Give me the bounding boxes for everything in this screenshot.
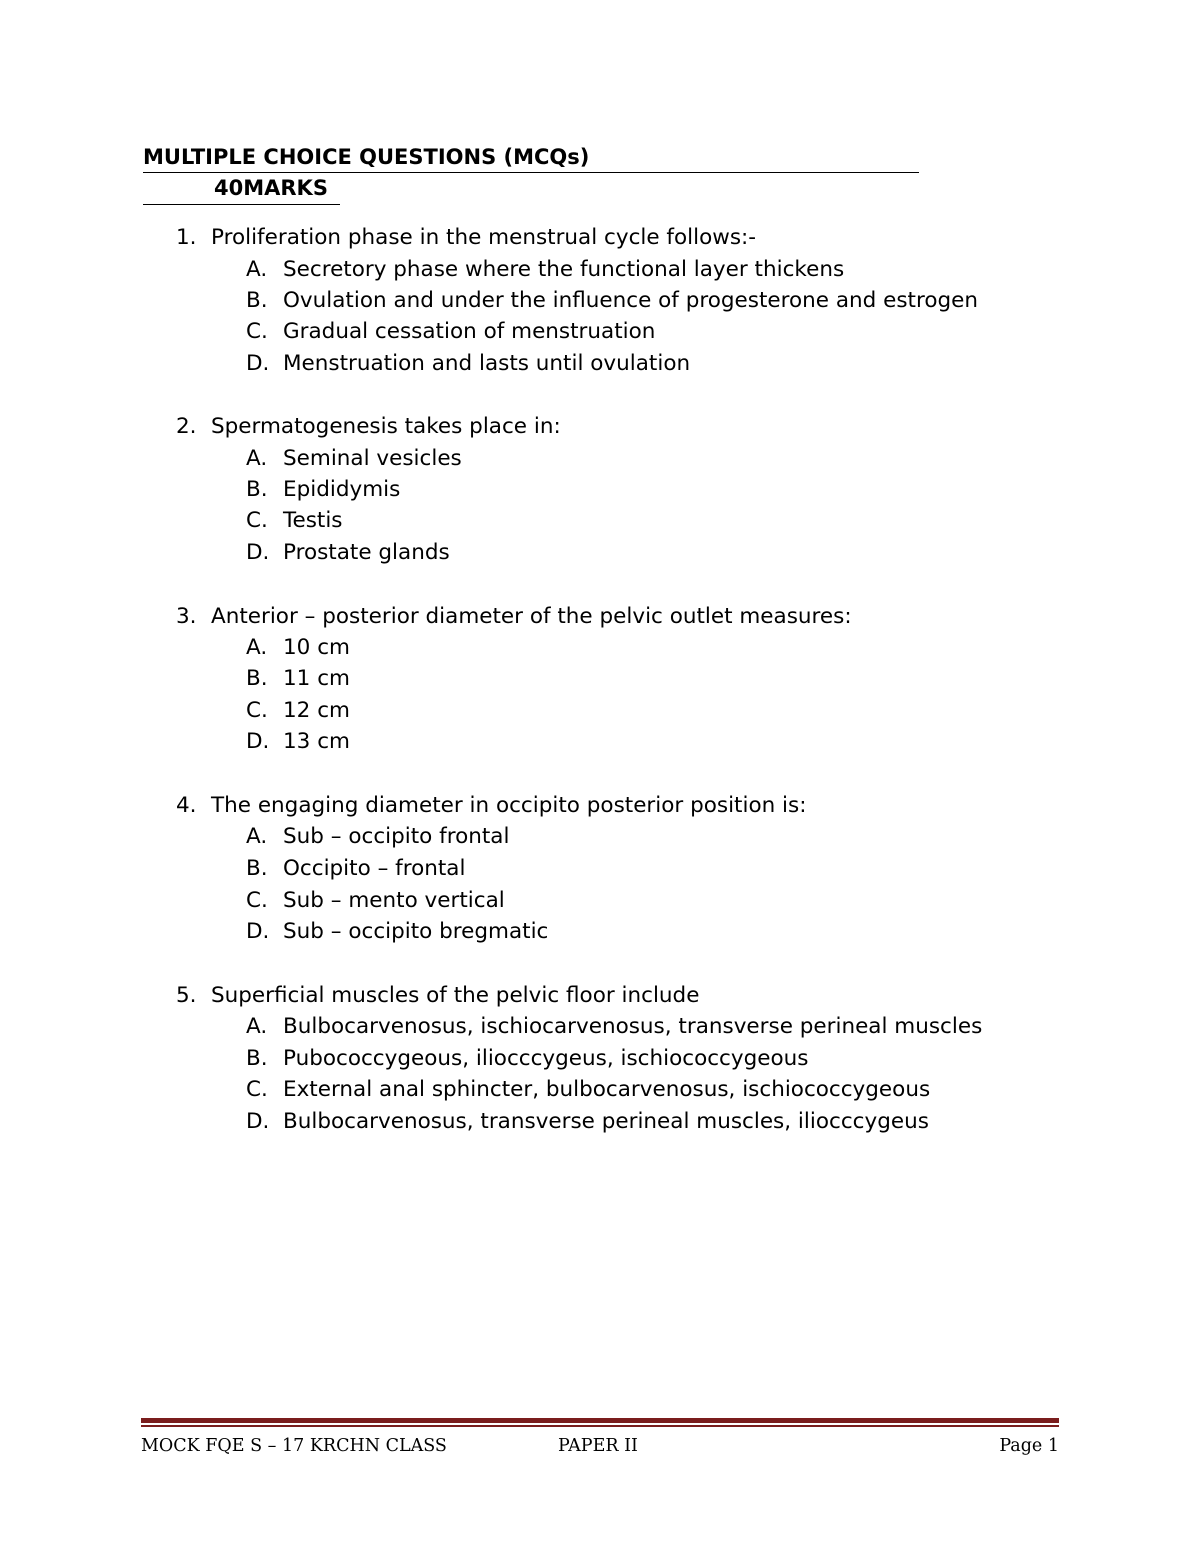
question-number: 2. bbox=[176, 414, 197, 439]
option-letter: B. bbox=[246, 477, 268, 502]
option-text: Bulbocarvenosus, ischiocarvenosus, transverse perineal muscles bbox=[283, 1014, 983, 1039]
option-letter: A. bbox=[246, 824, 268, 849]
footer-paper: PAPER II bbox=[558, 1436, 638, 1456]
option-text: 13 cm bbox=[283, 729, 350, 754]
option-letter: A. bbox=[246, 446, 268, 471]
option-letter: D. bbox=[246, 1109, 270, 1134]
section-title: MULTIPLE CHOICE QUESTIONS (MCQs) bbox=[143, 142, 919, 173]
option-letter: B. bbox=[246, 1046, 268, 1071]
option-letter: B. bbox=[246, 288, 268, 313]
option-text: Gradual cessation of menstruation bbox=[283, 319, 656, 344]
option-letter: C. bbox=[246, 319, 268, 344]
option-letter: D. bbox=[246, 351, 270, 376]
option-text: Bulbocarvenosus, transverse perineal muscles, iliocccygeus bbox=[283, 1109, 929, 1134]
question-text: Superficial muscles of the pelvic floor include bbox=[211, 983, 700, 1008]
question-text: Proliferation phase in the menstrual cycle follows:- bbox=[211, 225, 757, 250]
option-text: Occipito – frontal bbox=[283, 856, 466, 881]
option-letter: C. bbox=[246, 698, 268, 723]
option-letter: A. bbox=[246, 257, 268, 282]
footer-page-number: Page 1 bbox=[999, 1436, 1059, 1456]
marks-label: 40MARKS bbox=[214, 176, 328, 200]
section-heading bbox=[143, 142, 919, 205]
footer-rule-thin bbox=[141, 1425, 1059, 1427]
option-text: Secretory phase where the functional layer thickens bbox=[283, 257, 845, 282]
question-number: 3. bbox=[176, 604, 197, 629]
option-text: Seminal vesicles bbox=[283, 446, 462, 471]
option-text: Prostate glands bbox=[283, 540, 450, 565]
option-text: External anal sphincter, bulbocarvenosus, ischiococcygeous bbox=[283, 1077, 931, 1102]
marks-line bbox=[143, 173, 340, 205]
option-letter: D. bbox=[246, 729, 270, 754]
option-letter: A. bbox=[246, 635, 268, 660]
option-text: Menstruation and lasts until ovulation bbox=[283, 351, 691, 376]
question-text: The engaging diameter in occipito posterior position is: bbox=[211, 793, 807, 818]
footer-exam-name: MOCK FQE S – 17 KRCHN CLASS bbox=[141, 1436, 447, 1456]
question-text: Spermatogenesis takes place in: bbox=[211, 414, 561, 439]
option-text: Sub – mento vertical bbox=[283, 888, 505, 913]
option-text: Sub – occipito bregmatic bbox=[283, 919, 549, 944]
option-text: Ovulation and under the influence of progesterone and estrogen bbox=[283, 288, 978, 313]
question-text: Anterior – posterior diameter of the pelvic outlet measures: bbox=[211, 604, 852, 629]
option-text: 11 cm bbox=[283, 666, 350, 691]
option-letter: B. bbox=[246, 666, 268, 691]
question-number: 5. bbox=[176, 983, 197, 1008]
option-letter: C. bbox=[246, 508, 268, 533]
option-text: 10 cm bbox=[283, 635, 350, 660]
option-text: Sub – occipito frontal bbox=[283, 824, 510, 849]
question-number: 4. bbox=[176, 793, 197, 818]
question-number: 1. bbox=[176, 225, 197, 250]
option-text: Testis bbox=[283, 508, 343, 533]
footer-rule bbox=[141, 1418, 1059, 1423]
option-letter: D. bbox=[246, 919, 270, 944]
option-text: 12 cm bbox=[283, 698, 350, 723]
option-letter: C. bbox=[246, 888, 268, 913]
option-letter: B. bbox=[246, 856, 268, 881]
option-letter: A. bbox=[246, 1014, 268, 1039]
option-text: Epididymis bbox=[283, 477, 401, 502]
option-text: Pubococcygeous, iliocccygeus, ischiococcygeous bbox=[283, 1046, 809, 1071]
option-letter: D. bbox=[246, 540, 270, 565]
option-letter: C. bbox=[246, 1077, 268, 1102]
